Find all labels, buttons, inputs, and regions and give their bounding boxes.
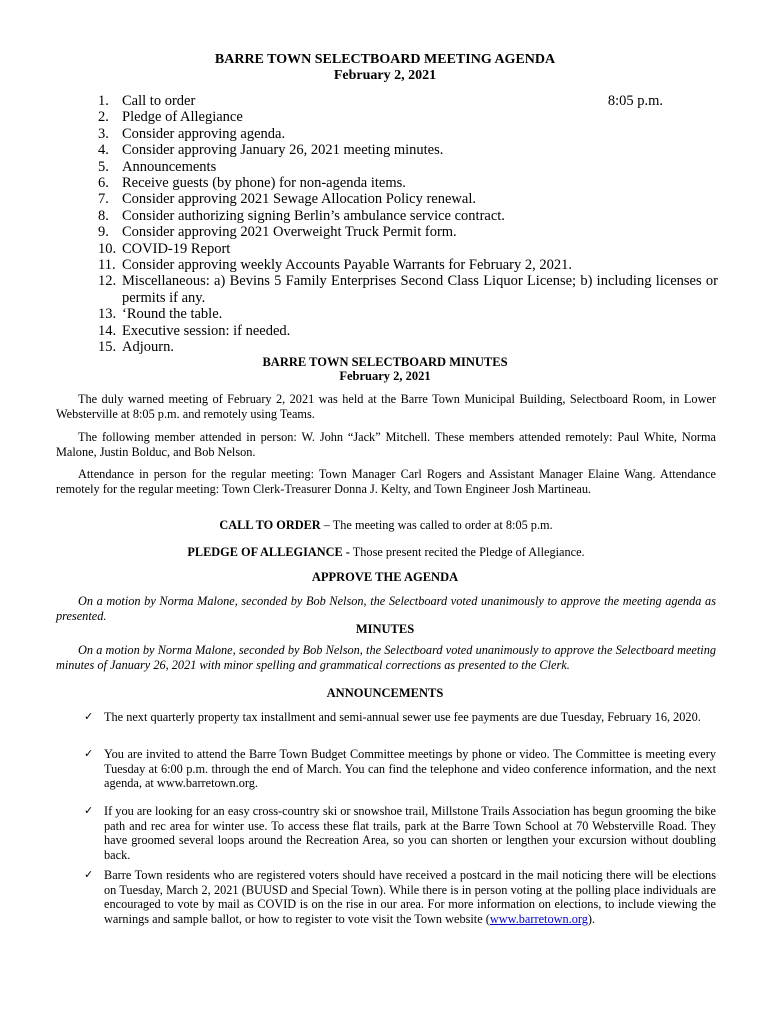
agenda-item-text: Announcements xyxy=(122,158,217,175)
election-text-end: ). xyxy=(587,912,596,927)
agenda-item-number: 1. xyxy=(98,93,109,109)
agenda-item xyxy=(98,109,718,125)
agenda-item-text: Receive guests (by phone) for non-agenda items. xyxy=(122,175,406,192)
call-to-order-text: – The meeting was called to order at 8:05 p.m. xyxy=(320,518,553,532)
agenda-list xyxy=(98,93,718,356)
agenda-item-number: 15. xyxy=(98,339,117,356)
agenda-item-text: COVID-19 Report xyxy=(122,240,231,257)
agenda-item-number: 8. xyxy=(98,207,109,224)
agenda-item-number: 6. xyxy=(98,175,109,192)
checkmark-icon: ✓ xyxy=(84,711,94,723)
minutes-date: February 2, 2021 xyxy=(339,369,431,383)
agenda-item-number: 13. xyxy=(98,306,117,323)
checkmark-icon: ✓ xyxy=(84,748,94,760)
announcement-item xyxy=(84,868,716,927)
election-text: Barre Town residents who are registered voters should have received a postcard in the mail noticing there will be elections on Tuesday, March 2, 2021 (BUUSD and Special Town). While there is in person voting at the polling place individuals are encouraged to vote by mail as COVID is on the rise in our area. For more information on elections, to include viewing the warnings and sample ballot, or how to register to vote visit the Town website ( xyxy=(104,868,716,927)
agenda-title: BARRE TOWN SELECTBOARD MEETING AGENDA xyxy=(214,52,556,67)
agenda-item-number: 3. xyxy=(98,125,109,142)
agenda-item-number: 4. xyxy=(98,142,109,159)
agenda-item xyxy=(98,257,718,273)
agenda-item xyxy=(98,159,718,175)
agenda-item-text: Consider approving 2021 Overweight Truck Permit form. xyxy=(122,224,457,241)
agenda-item-text: Call to order xyxy=(122,93,196,109)
agenda-item xyxy=(98,191,718,207)
agenda-item xyxy=(98,339,718,355)
pledge-line xyxy=(56,545,716,560)
agenda-item-number: 12. xyxy=(98,273,117,290)
announcement-text xyxy=(104,868,716,927)
pledge-text: Those present recited the Pledge of Allegiance. xyxy=(349,545,585,559)
agenda-item xyxy=(98,175,718,191)
agenda-item-text: Adjourn. xyxy=(122,339,174,356)
minutes-heading: MINUTES xyxy=(355,622,415,636)
agenda-item xyxy=(98,224,718,240)
minutes-motion: On a motion by Norma Malone, seconded by Bob Nelson, the Selectboard voted unanimously to approve the Selectboard meeting minutes of January 26, 2021 with minor spelling and grammatical corrections as presented to the Clerk. xyxy=(56,643,716,672)
agenda-item-text: Consider approving weekly Accounts Payable Warrants for February 2, 2021. xyxy=(122,257,572,274)
agenda-item xyxy=(98,208,718,224)
minutes-title: BARRE TOWN SELECTBOARD MINUTES xyxy=(262,355,508,369)
call-to-order-line xyxy=(56,518,716,533)
agenda-item-number: 2. xyxy=(98,109,109,126)
agenda-item-number: 11. xyxy=(98,257,116,274)
agenda-item xyxy=(98,306,718,322)
agenda-item xyxy=(98,323,718,339)
agenda-item-number: 7. xyxy=(98,191,109,208)
agenda-item-text: Consider approving agenda. xyxy=(122,125,286,142)
members-attendance: The following member attended in person: W. John “Jack” Mitchell. These members attended remotely: Paul White, Norma Malone, Justin Bolduc, and Bob Nelson. xyxy=(56,430,716,459)
announcements-heading: ANNOUNCEMENTS xyxy=(326,686,444,700)
agenda-item-text: Miscellaneous: a) Bevins 5 Family Enterprises Second Class Liquor License; b) including licenses or permits if any. xyxy=(122,273,718,306)
call-to-order-time: 8:05 p.m. xyxy=(607,93,663,109)
agenda-item xyxy=(98,142,718,158)
call-to-order-label: CALL TO ORDER xyxy=(219,518,321,532)
agenda-date: February 2, 2021 xyxy=(333,68,437,83)
pledge-label: PLEDGE OF ALLEGIANCE - xyxy=(187,545,350,559)
agenda-item xyxy=(98,126,718,142)
announcement-item xyxy=(84,804,716,863)
agenda-item-number: 14. xyxy=(98,322,117,339)
agenda-item-text: Consider authorizing signing Berlin’s ambulance service contract. xyxy=(122,207,505,224)
agenda-item-text: ‘Round the table. xyxy=(122,306,223,323)
agenda-item-text: Consider approving 2021 Sewage Allocation Policy renewal. xyxy=(122,191,476,208)
announcement-text: If you are looking for an easy cross-country ski or snowshoe trail, Millstone Trails Association has begun grooming the bike path and rec area for winter use. To access these flat trails, park at the Barre Town School at 70 Websterville Road. They have groomed several loops around the Recreation Area, so you can shorten or lengthen your excursion without doubling back. xyxy=(104,804,716,863)
announcement-item xyxy=(84,710,716,725)
announcement-text: The next quarterly property tax installment and semi-annual sewer use fee payments are due Tuesday, February 16, 2020. xyxy=(104,710,701,724)
approve-agenda-heading: APPROVE THE AGENDA xyxy=(311,570,459,584)
minutes-intro: The duly warned meeting of February 2, 2021 was held at the Barre Town Municipal Building, Selectboard Room, in Lower Websterville at 8:05 p.m. and remotely using Teams. xyxy=(56,392,716,421)
agenda-item-number: 10. xyxy=(98,240,117,257)
agenda-item-number: 9. xyxy=(98,224,109,241)
announcement-item xyxy=(84,747,716,791)
agenda-item-number: 5. xyxy=(98,158,109,175)
approve-agenda-motion: On a motion by Norma Malone, seconded by Bob Nelson, the Selectboard voted unanimously to approve the meeting agenda as presented. xyxy=(56,594,716,623)
checkmark-icon: ✓ xyxy=(84,869,94,881)
agenda-item-text: Pledge of Allegiance xyxy=(122,109,243,126)
announcement-text: You are invited to attend the Barre Town Budget Committee meetings by phone or video. The Committee is meeting every Tuesday at 6:00 p.m. through the end of March. You can find the telephone and video conference information, and the next agenda, at www.barretown.org. xyxy=(104,747,716,791)
agenda-item-text: Executive session: if needed. xyxy=(122,322,291,339)
agenda-item xyxy=(98,241,718,257)
agenda-item xyxy=(98,273,718,306)
staff-attendance: Attendance in person for the regular meeting: Town Manager Carl Rogers and Assistant Manager Elaine Wang. Attendance remotely for the regular meeting: Town Clerk-Treasurer Donna J. Kelty, and Town Engineer Josh Martineau. xyxy=(56,467,716,496)
town-website-link[interactable]: www.barretown.org xyxy=(489,912,588,927)
checkmark-icon: ✓ xyxy=(84,805,94,817)
agenda-item-text: Consider approving January 26, 2021 meeting minutes. xyxy=(122,142,444,159)
